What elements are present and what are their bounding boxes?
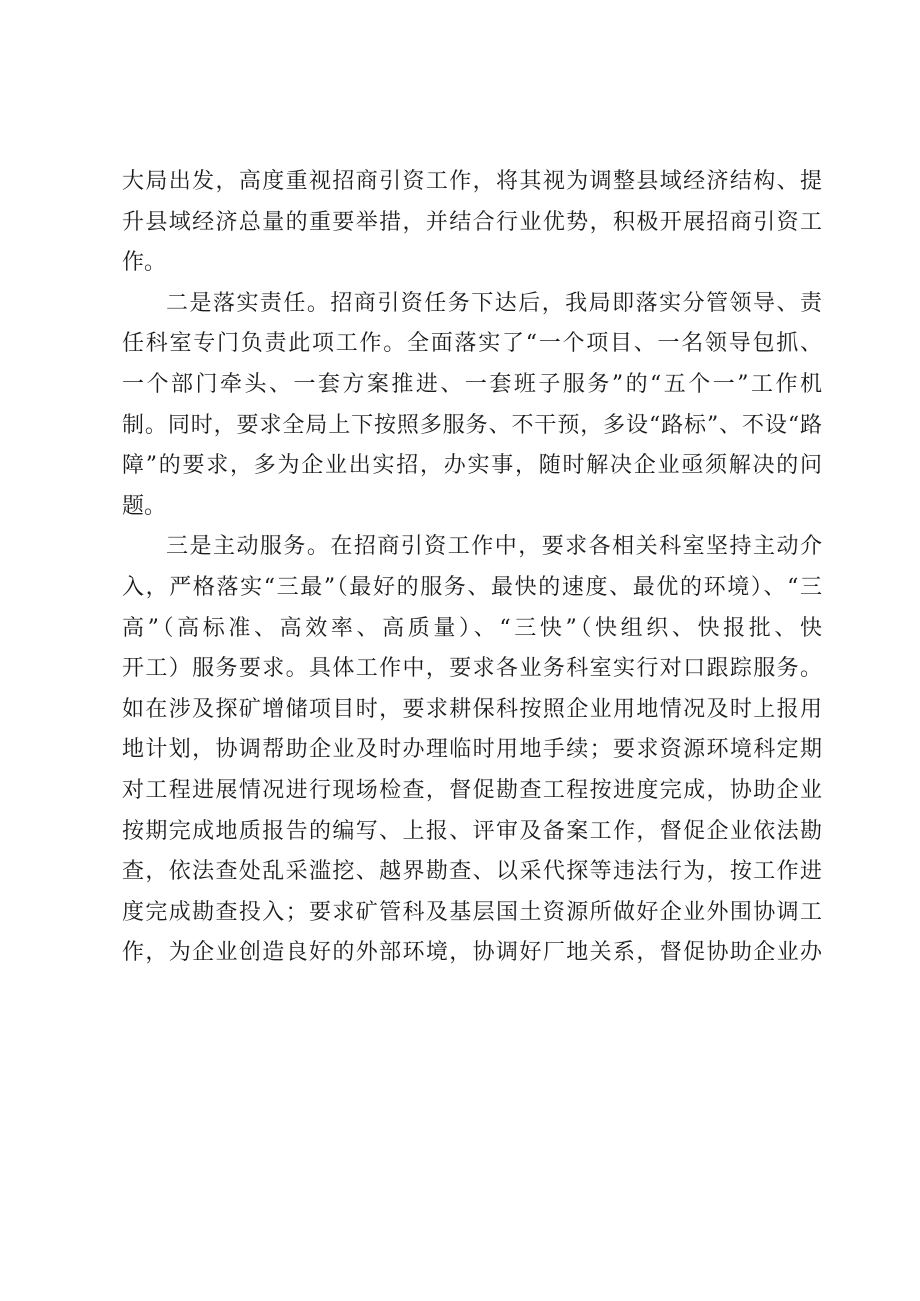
text-line: 任科室专门负责此项工作。全面落实了“一个项目、一名领导包抓、 — [122, 331, 822, 357]
text-line: 大局出发，高度重视招商引资工作，将其视为调整县域经济结构、提 — [122, 169, 822, 194]
text-line: 对工程进展情况进行现场检查，督促勘查工程按进度完成，协助企业 — [122, 777, 822, 803]
text-line: 入，严格落实“三最”（最好的服务、最快的速度、最优的环境）、“三 — [122, 574, 822, 600]
text-line: 题。 — [122, 493, 167, 519]
text-line: 三是主动服务。在招商引资工作中，要求各相关科室坚持主动介 — [166, 534, 822, 560]
paragraph-active-service — [122, 527, 822, 974]
text-line: 如在涉及探矿增储项目时，要求耕保科按照企业用地情况及时上报用 — [122, 696, 822, 722]
text-line: 开工）服务要求。具体工作中，要求各业务科室实行对口跟踪服务。 — [122, 656, 822, 682]
text-line: 作。 — [122, 250, 167, 276]
text-line: 二是落实责任。招商引资任务下达后，我局即落实分管领导、责 — [166, 290, 822, 316]
paragraph-implement-responsibility — [122, 284, 822, 528]
text-line: 一个部门牵头、一套方案推进、一套班子服务”的“五个一”工作机 — [122, 371, 822, 397]
text-line: 高”（高标准、高效率、高质量）、“三快”（快组织、快报批、快 — [122, 615, 822, 641]
text-line: 查，依法查处乱采滥挖、越界勘查、以采代探等违法行为，按工作进 — [122, 859, 822, 885]
document-body — [122, 162, 822, 974]
text-line: 障”的要求，多为企业出实招，办实事，随时解决企业亟须解决的问 — [122, 453, 822, 479]
text-line: 作，为企业创造良好的外部环境，协调好厂地关系，督促协助企业办 — [122, 940, 822, 966]
text-line: 升县域经济总量的重要举措，并结合行业优势，积极开展招商引资工 — [122, 209, 822, 235]
text-line: 按期完成地质报告的编写、上报、评审及备案工作，督促企业依法勘 — [122, 818, 822, 844]
text-line: 地计划，协调帮助企业及时办理临时用地手续；要求资源环境科定期 — [122, 737, 822, 763]
text-line: 度完成勘查投入；要求矿管科及基层国土资源所做好企业外围协调工 — [122, 899, 822, 925]
paragraph-continuation — [122, 162, 822, 284]
text-line: 制。同时，要求全局上下按照多服务、不干预，多设“路标”、不设“路 — [122, 412, 822, 438]
